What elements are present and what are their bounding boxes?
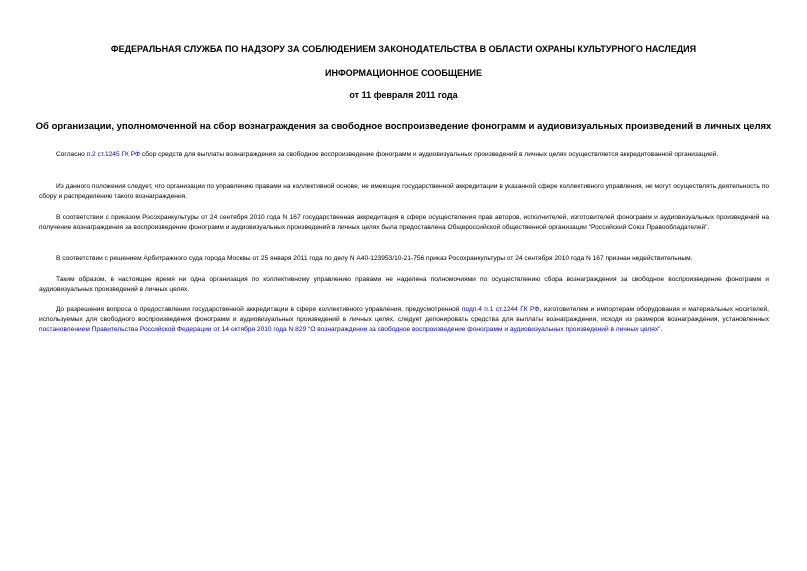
paragraph-5: Таким образом, в настоящее время ни одна организация по коллективному управлению правами не наделена полномочиями по осуществлению сбора вознаграждения за свободное воспроизведение фонограмм и аудиовизуальных произведений в личных целях. [39,276,769,293]
paragraph-4: В соответствии с решением Арбитражного суда города Москвы от 25 января 2011 года по делу N А40-123953/10-21-756 приказ Росохранкультуры от 24 сентября 2010 года N 167 признан недействительным. [56,255,693,262]
document-type-heading: ИНФОРМАЦИОННОЕ СООБЩЕНИЕ [325,68,482,78]
civil-code-article-1245-link[interactable]: п.2 ст.1245 ГК РФ [86,151,141,158]
paragraph-1-text-end: сбор средств для выплаты вознаграждения за свободное воспроизведение фонограмм и аудиовизуальных произведений в личных целях осуществляется аккредитованной организацией. [140,151,719,158]
document-subject: Об организации, уполномоченной на сбор вознаграждения за свободное воспроизведение фонограмм и аудиовизуальных произведений в личных целях [35,121,772,132]
agency-heading: ФЕДЕРАЛЬНАЯ СЛУЖБА ПО НАДЗОРУ ЗА СОБЛЮДЕНИЕМ ЗАКОНОДАТЕЛЬСТВА В ОБЛАСТИ ОХРАНЫ КУЛЬТУРНОГО НАСЛЕДИЯ [110,44,697,54]
paragraph-6-text-middle: , изготовителям и импортерам оборудования и материальных носителей, используемых для свободного воспроизведения фонограмм и аудиовизуальных произведений в личных целях, следует депонировать средства для выплаты вознаграждения, исходя из размеров вознаграждения, установленных [39,306,769,323]
paragraph-6-text-end: . [660,326,663,333]
paragraph-1 [39,150,769,160]
civil-code-article-1244-link[interactable]: подп.4 п.1 ст.1244 ГК РФ [461,306,540,313]
document-date: от 11 февраля 2011 года [349,90,458,100]
paragraph-1-text-start: Согласно [56,151,87,158]
paragraph-6 [39,305,769,335]
paragraph-3: В соответствии с приказом Росохранкультуры от 24 сентября 2010 года N 167 государственная аккредитация в сфере осуществления прав авторов, исполнителей, изготовителей фонограмм и аудиовизуальных произведений на получение вознаграждения за воспроизведение фонограмм и аудиовизуальных произведений в личных целях была предоставлена Общероссийской общественной организации "Российский Союз Правообладателей". [39,214,769,231]
paragraph-2: Из данного положения следует, что организации по управлению правами на коллективной основе, не имеющие государственной аккредитации в указанной сфере коллективного управления, не могут осуществлять деятельность по сбору и распределению такого вознаграждения. [39,183,769,200]
government-resolution-829-link[interactable]: постановлением Правительства Российской Федерации от 14 октября 2010 года N 829 "О вознаграждении за свободное воспроизведение фонограмм и аудиовизуальных произведений в личных целях" [39,326,661,333]
paragraph-6-text-start: До разрешения вопроса о предоставлении государственной аккредитации в сфере коллективного управления, предусмотренной [56,306,462,313]
